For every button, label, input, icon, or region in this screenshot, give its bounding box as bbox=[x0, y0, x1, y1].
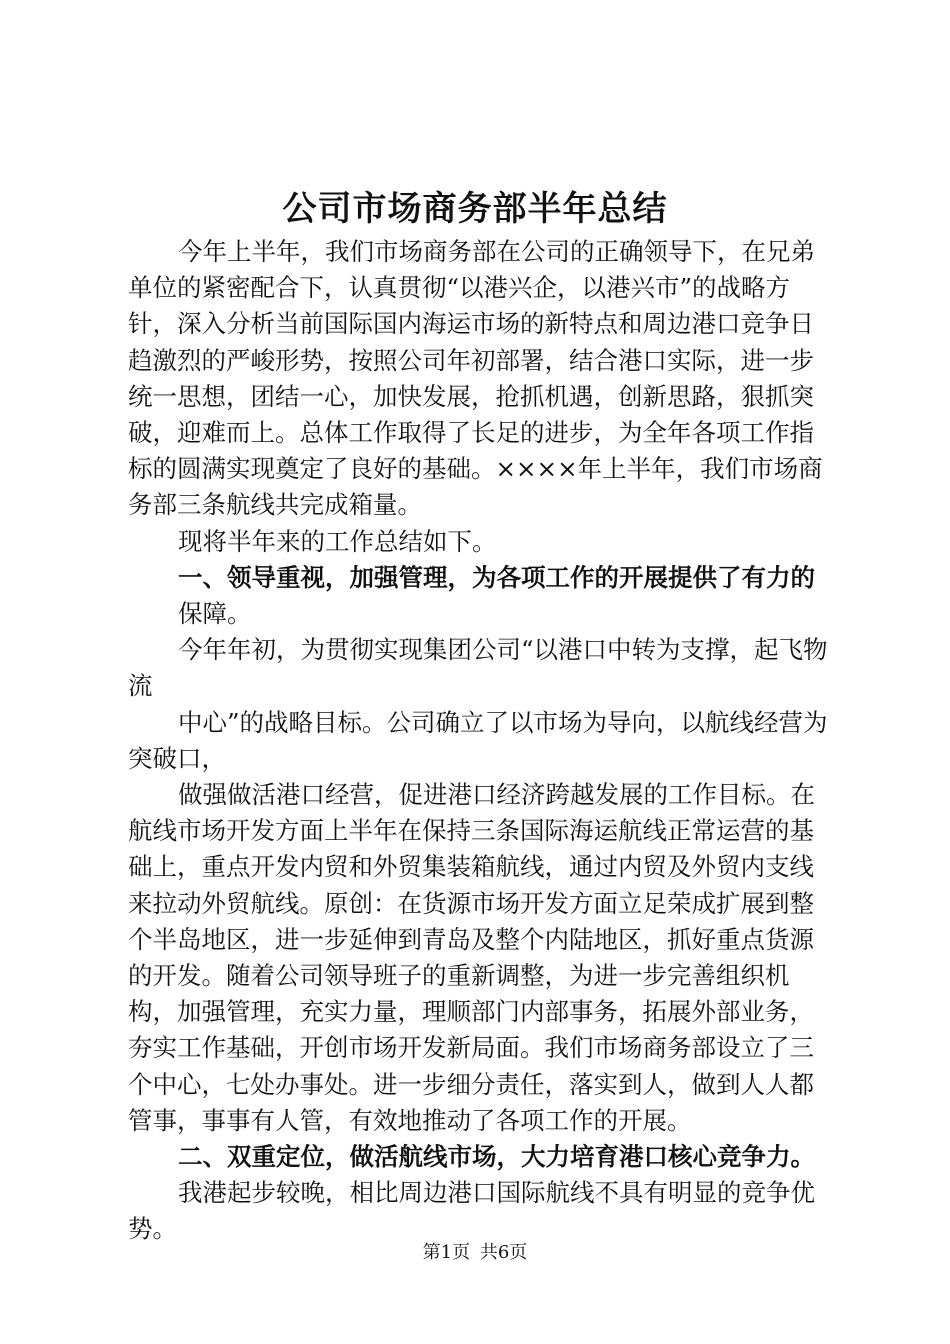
paragraph-summary-lead: 现将半年来的工作总结如下。 bbox=[178, 526, 497, 556]
paragraph-goal-b: 中心”的战略目标。公司确立了以市场为导向，以航线经营为突破口， bbox=[128, 707, 828, 773]
paragraph-port: 我港起步较晚，相比周边港口国际航线不具有明显的竞争优势。 bbox=[128, 1178, 815, 1244]
paragraph-goal-a: 今年年初，为贯彻实现集团公司“以港口中转为支撑，起飞物流 bbox=[128, 635, 828, 701]
page-footer bbox=[0, 1240, 950, 1266]
page-number: 第1页 bbox=[422, 1242, 471, 1263]
section-heading-1-cont: 保障。 bbox=[178, 599, 252, 629]
paragraph-intro: 今年上半年，我们市场商务部在公司的正确领导下，在兄弟单位的紧密配合下，认真贯彻“以港兴企，以港兴市”的战略方针，深入分析当前国际国内海运市场的新特点和周边港口竞争日趋激烈的严峻形势，按照公司年初部署，结合港口实际，进一步统一思想，团结一心，加快发展，抢抓机遇，创新思路，狠抓突破，迎难而上。总体工作取得了长足的进步，为全年各项工作指标的圆满实现奠定了良好的基础。××××年上半年，我们市场商务部三条航线共完成箱量。 bbox=[128, 237, 823, 520]
document-title: 公司市场商务部半年总结 bbox=[282, 189, 668, 229]
paragraph-goal-c: 做强做活港口经营，促进港口经济跨越发展的工作目标。在航线市场开发方面上半年在保持三条国际海运航线正常运营的基础上，重点开发内贸和外贸集装箱航线，通过内贸及外贸内支线来拉动外贸航线。原创：在货源市场开发方面立足荣成扩展到整个半岛地区，进一步延伸到青岛及整个内陆地区，抓好重点货源的开发。随着公司领导班子的重新调整，为进一步完善组织机构，加强管理，充实力量，理顺部门内部事务，拓展外部业务，夯实工作基础，开创市场开发新局面。我们市场商务部设立了三个中心，七处办事处。进一步细分责任，落实到人，做到人人都管事，事事有人管，有效地推动了各项工作的开展。 bbox=[128, 780, 815, 1135]
section-heading-1: 一、领导重视，加强管理，为各项工作的开展提供了有力的 bbox=[178, 562, 815, 592]
section-heading-2: 二、双重定位，做活航线市场，大力培育港口核心竞争力。 bbox=[178, 1142, 815, 1172]
page-total: 共6页 bbox=[479, 1242, 528, 1263]
document-body bbox=[128, 234, 834, 1248]
